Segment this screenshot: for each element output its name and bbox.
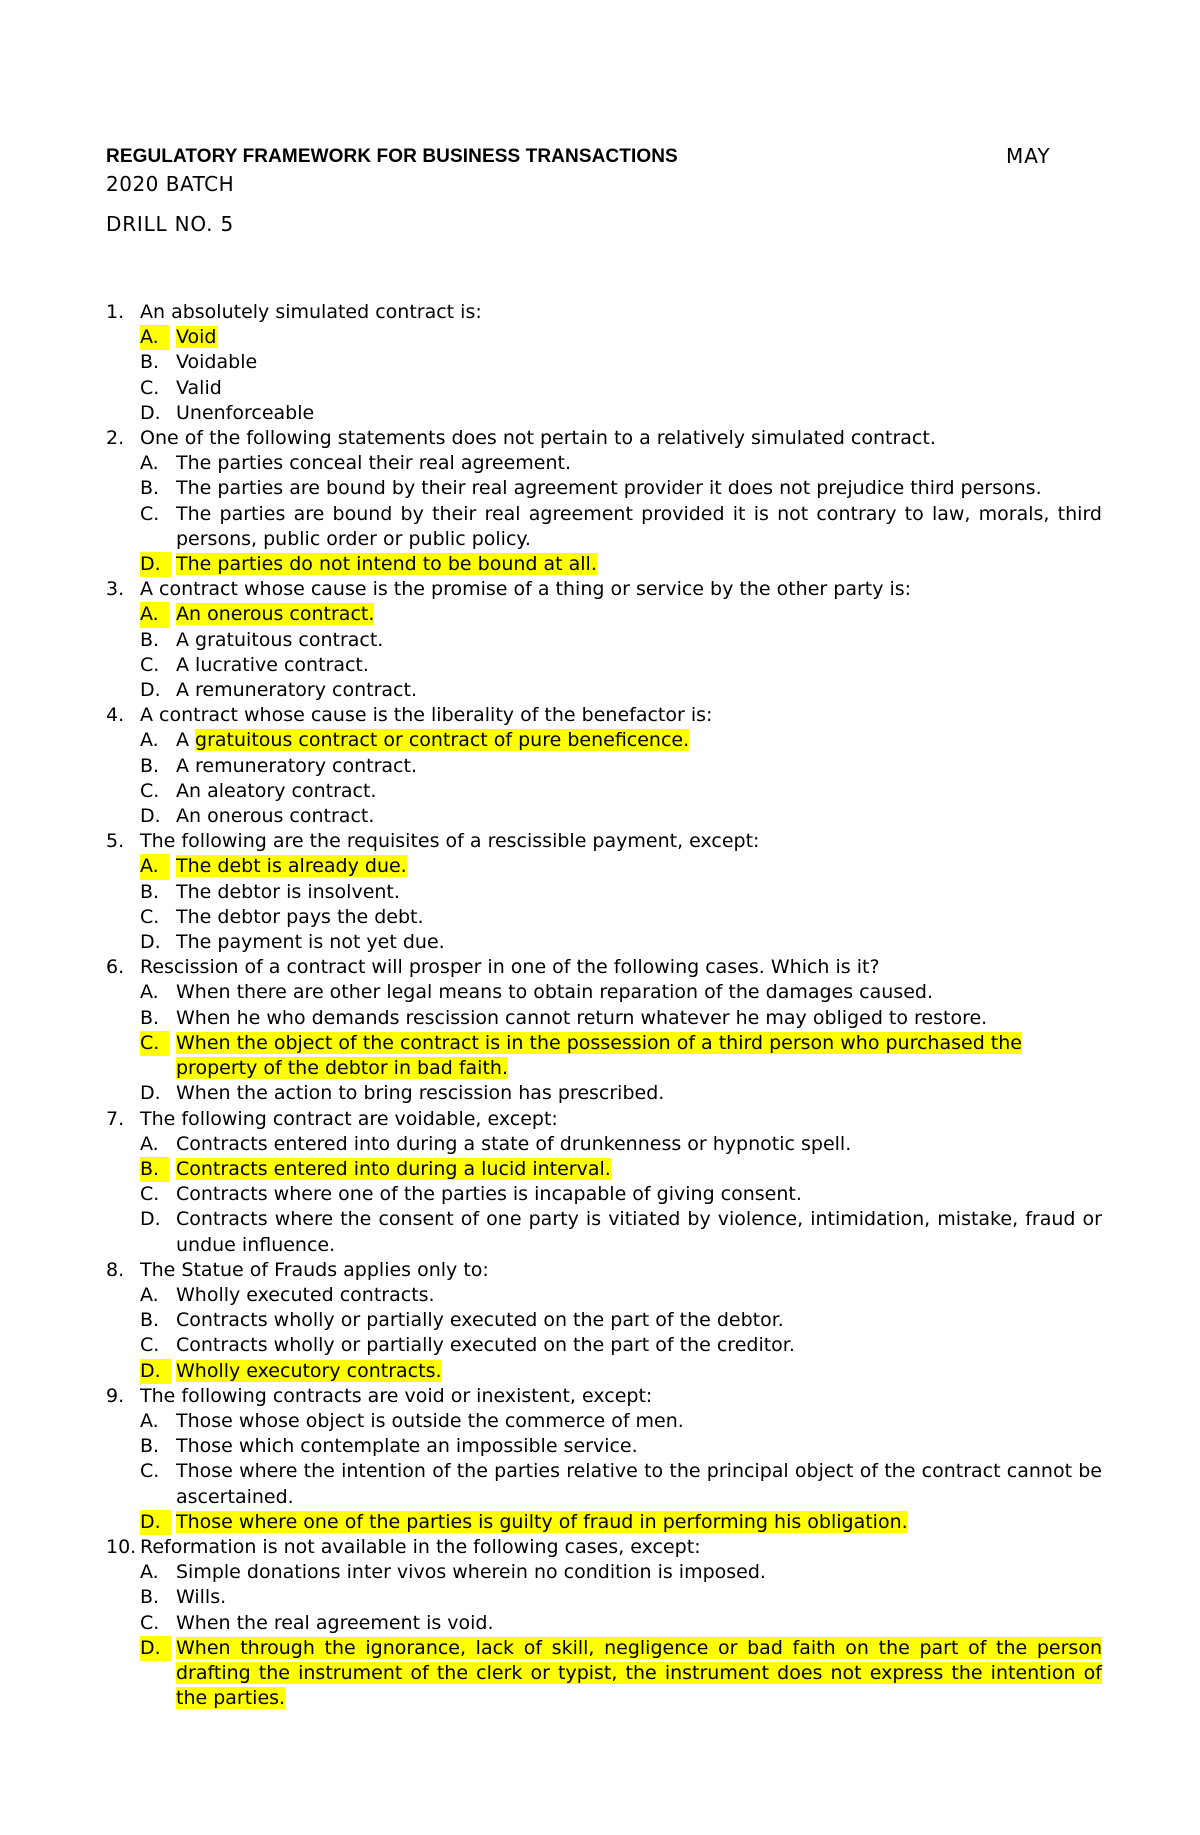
option-text-highlighted: The debt is already due. [176,855,407,878]
option-text: Simple donations inter vivos wherein no condition is imposed. [176,1561,766,1584]
option-text: When he who demands rescission cannot return whatever he may obliged to restore. [176,1006,988,1029]
answer-option [140,1207,1102,1257]
option-letter: A. [140,981,159,1004]
option-list [140,1409,1106,1535]
question-item [106,426,1106,577]
option-letter: C. [140,502,160,525]
option-list [140,1132,1106,1258]
question-item [106,955,1106,1106]
option-letter: B. [140,477,160,500]
option-letter: D. [140,401,161,424]
option-text: Wills. [176,1586,227,1609]
answer-option [140,1560,1102,1585]
option-text: Contracts where one of the parties is incapable of giving consent. [176,1183,802,1206]
option-list [140,854,1106,955]
question-number: 3. [106,578,125,601]
option-text: Those whose object is outside the commerce of men. [176,1409,684,1432]
question-text: The following are the requisites of a rescissible payment, except: [140,830,760,853]
question-text: An absolutely simulated contract is: [140,301,482,323]
option-text: When the real agreement is void. [176,1611,494,1634]
option-letter: B. [140,1006,160,1029]
question-item [106,829,1106,955]
option-text-highlighted: Wholly executory contracts. [176,1359,442,1382]
question-item [106,577,1106,703]
option-letter: B. [140,1309,160,1332]
answer-option [140,905,1102,930]
option-text: Contracts where the consent of one party is vitiated by violence, intimidation, mistake, fraud or undue influence. [176,1208,1102,1256]
answer-option [140,1409,1102,1434]
answer-option [140,754,1102,779]
question-item [106,1107,1106,1258]
option-text: When there are other legal means to obtain reparation of the damages caused. [176,981,934,1004]
question-number: 9. [106,1384,125,1407]
option-letter: D. [140,931,161,954]
option-text-highlighted: gratuitous contract or contract of pure beneficence. [195,729,690,752]
option-list [140,980,1106,1106]
option-text: The parties are bound by their real agreement provider it does not prejudice third persons. [176,477,1042,500]
option-letter: C. [140,1334,160,1357]
answer-option [140,350,1102,375]
answer-option [140,880,1102,905]
option-letter: D. [140,805,161,828]
option-text: Valid [176,376,222,399]
question-text: One of the following statements does not pertain to a relatively simulated contract. [140,427,936,450]
header-line [106,146,1066,168]
option-text-highlighted: An onerous contract. [176,603,375,626]
option-text: Contracts wholly or partially executed on the part of the debtor. [176,1309,784,1332]
question-number: 5. [106,830,125,853]
option-letter: C. [140,1611,160,1634]
option-text-highlighted: Contracts entered into during a lucid interval. [176,1157,611,1180]
answer-option [140,1510,1102,1535]
question-number: 4. [106,704,125,727]
answer-option [140,401,1102,426]
answer-option [140,1308,1102,1333]
question-text: A contract whose cause is the promise of a thing or service by the other party is: [140,578,912,601]
answer-option [140,1006,1102,1031]
option-text: A [176,729,196,752]
option-letter: B. [140,1157,169,1182]
answer-option [140,678,1102,703]
answer-option [140,854,1102,879]
option-letter: B. [140,351,160,374]
question-number: 2. [106,427,125,450]
option-text-highlighted: When the object of the contract is in the possession of a third person who purchased the property of the debtor in bad faith. [176,1031,1022,1080]
option-text-highlighted: The parties do not intend to be bound at all. [176,553,597,576]
option-letter: A. [140,1283,159,1306]
question-item [106,1535,1106,1711]
answer-option [140,1157,1102,1182]
option-text: A gratuitous contract. [176,628,384,651]
exam-month: MAY [1006,144,1051,168]
option-letter: C. [140,653,160,676]
answer-option [140,502,1102,552]
document-title: REGULATORY FRAMEWORK FOR BUSINESS TRANSACTIONS [106,146,678,167]
option-text: An aleatory contract. [176,779,377,802]
option-letter: B. [140,1435,160,1458]
option-letter: B. [140,628,160,651]
option-letter: C. [140,1460,160,1483]
answer-option [140,325,1102,350]
question-text: Reformation is not available in the following cases, except: [140,1535,701,1558]
question-number: 8. [106,1258,125,1281]
option-text: Unenforceable [176,401,315,424]
answer-option [140,779,1102,804]
option-list [140,325,1106,426]
option-text: The parties are bound by their real agreement provided it is not contrary to law, morals, third persons, public order or public policy. [176,502,1102,550]
option-text: Contracts wholly or partially executed on the part of the creditor. [176,1334,795,1357]
option-letter: C. [140,1183,160,1206]
question-item [106,1258,1106,1384]
option-text-highlighted: Void [176,326,217,349]
option-letter: C. [140,1031,169,1056]
option-letter: B. [140,1586,160,1609]
answer-option [140,552,1102,577]
answer-option [140,376,1102,401]
answer-option [140,728,1102,753]
option-text: The debtor is insolvent. [176,880,400,903]
question-item [106,1384,1106,1535]
option-list [140,451,1106,577]
answer-option [140,1434,1102,1459]
option-letter: D. [140,1636,171,1661]
answer-option [140,1132,1102,1157]
answer-option [140,930,1102,955]
question-number: 7. [106,1107,125,1130]
answer-option [140,1459,1102,1509]
option-text: Wholly executed contracts. [176,1283,435,1306]
option-text: A remuneratory contract. [176,679,417,702]
option-letter: D. [140,1082,161,1105]
drill-number: DRILL NO. 5 [106,212,234,236]
answer-option [140,476,1102,501]
option-list [140,728,1106,829]
option-text-highlighted: Those where one of the parties is guilty of fraud in performing his obligation. [176,1510,908,1533]
option-text: The parties conceal their real agreement. [176,452,572,475]
answer-option [140,1359,1102,1384]
option-letter: D. [140,1208,161,1231]
option-list [140,602,1106,703]
question-number: 10. [106,1535,137,1558]
option-letter: A. [140,1561,159,1584]
option-letter: C. [140,779,160,802]
answer-option [140,1333,1102,1358]
option-text: A remuneratory contract. [176,754,417,777]
option-text: The debtor pays the debt. [176,905,424,928]
option-text: Voidable [176,351,258,374]
option-letter: A. [140,1409,159,1432]
option-letter: D. [140,679,161,702]
answer-option [140,653,1102,678]
option-letter: C. [140,905,160,928]
option-text: The payment is not yet due. [176,931,445,954]
option-letter: B. [140,754,160,777]
option-text: Those where the intention of the parties relative to the principal object of the contract cannot be ascertained. [176,1460,1102,1508]
answer-option [140,1585,1102,1610]
answer-option [140,1611,1102,1636]
question-number: 6. [106,956,125,979]
option-letter: A. [140,729,159,752]
answer-option [140,1031,1102,1081]
answer-option [140,1182,1102,1207]
option-text: Those which contemplate an impossible service. [176,1435,638,1458]
option-list [140,1560,1106,1711]
answer-option [140,602,1102,627]
answer-option [140,1283,1102,1308]
option-letter: D. [140,1510,171,1535]
option-text: When the action to bring rescission has prescribed. [176,1082,665,1105]
option-letter: B. [140,880,160,903]
option-text-highlighted: When through the ignorance, lack of skill, negligence or bad faith on the part of the person drafting the instrument of the clerk or typist, the instrument does not express the intention of the parties. [176,1636,1102,1710]
answer-option [140,451,1102,476]
question-list [106,300,1106,1711]
option-letter: A. [140,602,169,627]
answer-option [140,628,1102,653]
question-text: A contract whose cause is the liberality of the benefactor is: [140,704,713,727]
answer-option [140,1081,1102,1106]
question-text: Rescission of a contract will prosper in one of the following cases. Which is it? [140,956,880,979]
answer-option [140,980,1102,1005]
question-item [106,703,1106,829]
question-text: The following contracts are void or inexistent, except: [140,1384,653,1407]
option-letter: A. [140,325,169,350]
option-letter: D. [140,552,171,577]
option-list [140,1283,1106,1384]
question-number: 1. [106,301,125,323]
option-text: An onerous contract. [176,805,375,828]
batch-label: 2020 BATCH [106,172,235,196]
question-text: The following contract are voidable, except: [140,1107,558,1130]
option-letter: C. [140,376,160,399]
answer-option [140,804,1102,829]
question-item [106,300,1106,426]
option-letter: A. [140,854,169,879]
option-text: Contracts entered into during a state of drunkenness or hypnotic spell. [176,1132,852,1155]
option-letter: A. [140,452,159,475]
answer-option [140,1636,1102,1712]
option-letter: D. [140,1359,171,1384]
option-letter: A. [140,1132,159,1155]
question-text: The Statue of Frauds applies only to: [140,1258,489,1281]
option-text: A lucrative contract. [176,653,369,676]
